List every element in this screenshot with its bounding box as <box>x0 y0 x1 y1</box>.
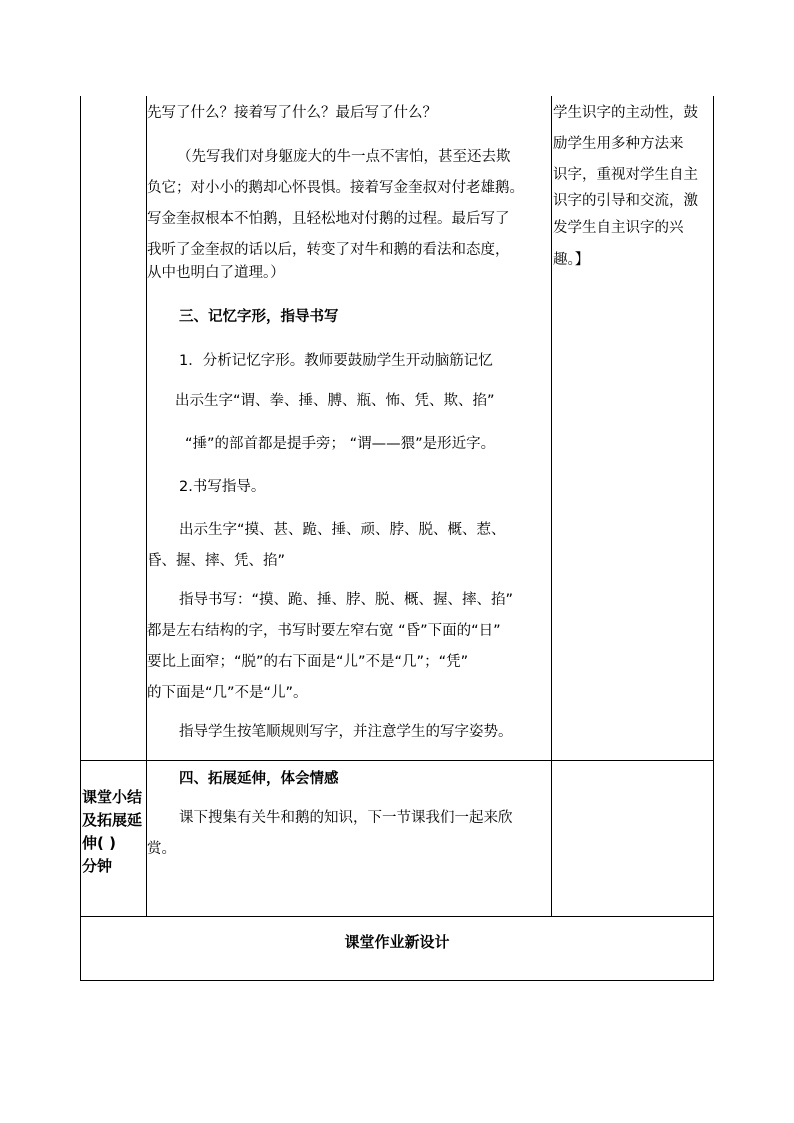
section-heading: 四、拓展延伸，体会情感 <box>179 771 339 787</box>
side-note-line: 识字的引导和交流，激 <box>553 193 698 209</box>
content-line: 昏、握、摔、凭、掐” <box>147 553 286 569</box>
section-heading: 三、记忆字形，指导书写 <box>179 309 339 325</box>
side-note-line: 发学生自主识字的兴 <box>553 220 684 236</box>
table-row-divider-homework <box>80 916 714 917</box>
side-note-line: 学生识字的主动性，鼓 <box>553 105 698 121</box>
content-line: 先写了什么？接着写了什么？最后写了什么？ <box>147 105 437 121</box>
content-line: 赏。 <box>147 841 176 857</box>
table-border-bottom <box>80 980 714 981</box>
summary-row-label: 课堂小结 <box>82 788 143 806</box>
table-divider-notes-column <box>551 96 552 916</box>
side-note-line: 趣。】 <box>553 252 590 268</box>
content-line: 写金奎叔根本不怕鹅，且轻松地对付鹅的过程。最后写了 <box>147 211 510 227</box>
content-line: 负它；对小小的鹅却心怀畏惧。接着写金奎叔对付老雄鹅。 <box>147 180 524 196</box>
summary-row-label: 分钟 <box>82 857 113 875</box>
table-border-right <box>713 96 714 981</box>
summary-row-label: 及拓展延 <box>82 811 143 829</box>
content-line: 课下搜集有关牛和鹅的知识，下一节课我们一起来欣 <box>179 810 513 826</box>
content-line: 出示生字“摸、甚、跪、捶、顽、脖、脱、概、惹、 <box>179 522 506 538</box>
table-border-left <box>80 96 81 981</box>
content-line: “捶”的部首都是提手旁； “谓——猥”是形近字。 <box>185 436 496 452</box>
content-line: 1．分析记忆字形。教师要鼓励学生开动脑筋记忆 <box>179 353 493 369</box>
content-line: 的下面是“几”不是“儿”。 <box>147 685 308 701</box>
table-row-divider-summary <box>80 760 714 761</box>
content-line: 指导书写：“摸、跪、捶、脖、脱、概、握、摔、掐” <box>179 592 514 608</box>
content-line: 都是左右结构的字，书写时要左窄右宽 “昏”下面的“日” <box>147 623 501 639</box>
content-line: 2.书写指导。 <box>179 479 266 495</box>
content-line: （先写我们对身躯庞大的牛一点不害怕，甚至还去欺 <box>177 149 511 165</box>
content-line: 要比上面窄；“脱”的右下面是“儿”不是“几”；“凭” <box>147 654 469 670</box>
content-line: 指导学生按笔顺规则写字，并注意学生的写字姿势。 <box>179 724 513 740</box>
side-note-line: 励学生用多种方法来 <box>553 136 684 152</box>
homework-title: 课堂作业新设计 <box>344 933 450 951</box>
content-line: 从中也明白了道理。） <box>147 265 285 281</box>
summary-row-label: 伸( ) <box>82 834 116 852</box>
side-note-line: 识字，重视对学生自主 <box>553 167 698 183</box>
content-line: 出示生字“谓、拳、捶、膊、瓶、怖、凭、欺、掐” <box>175 393 495 409</box>
content-line: 我听了金奎叔的话以后，转变了对牛和鹅的看法和态度， <box>147 242 510 258</box>
